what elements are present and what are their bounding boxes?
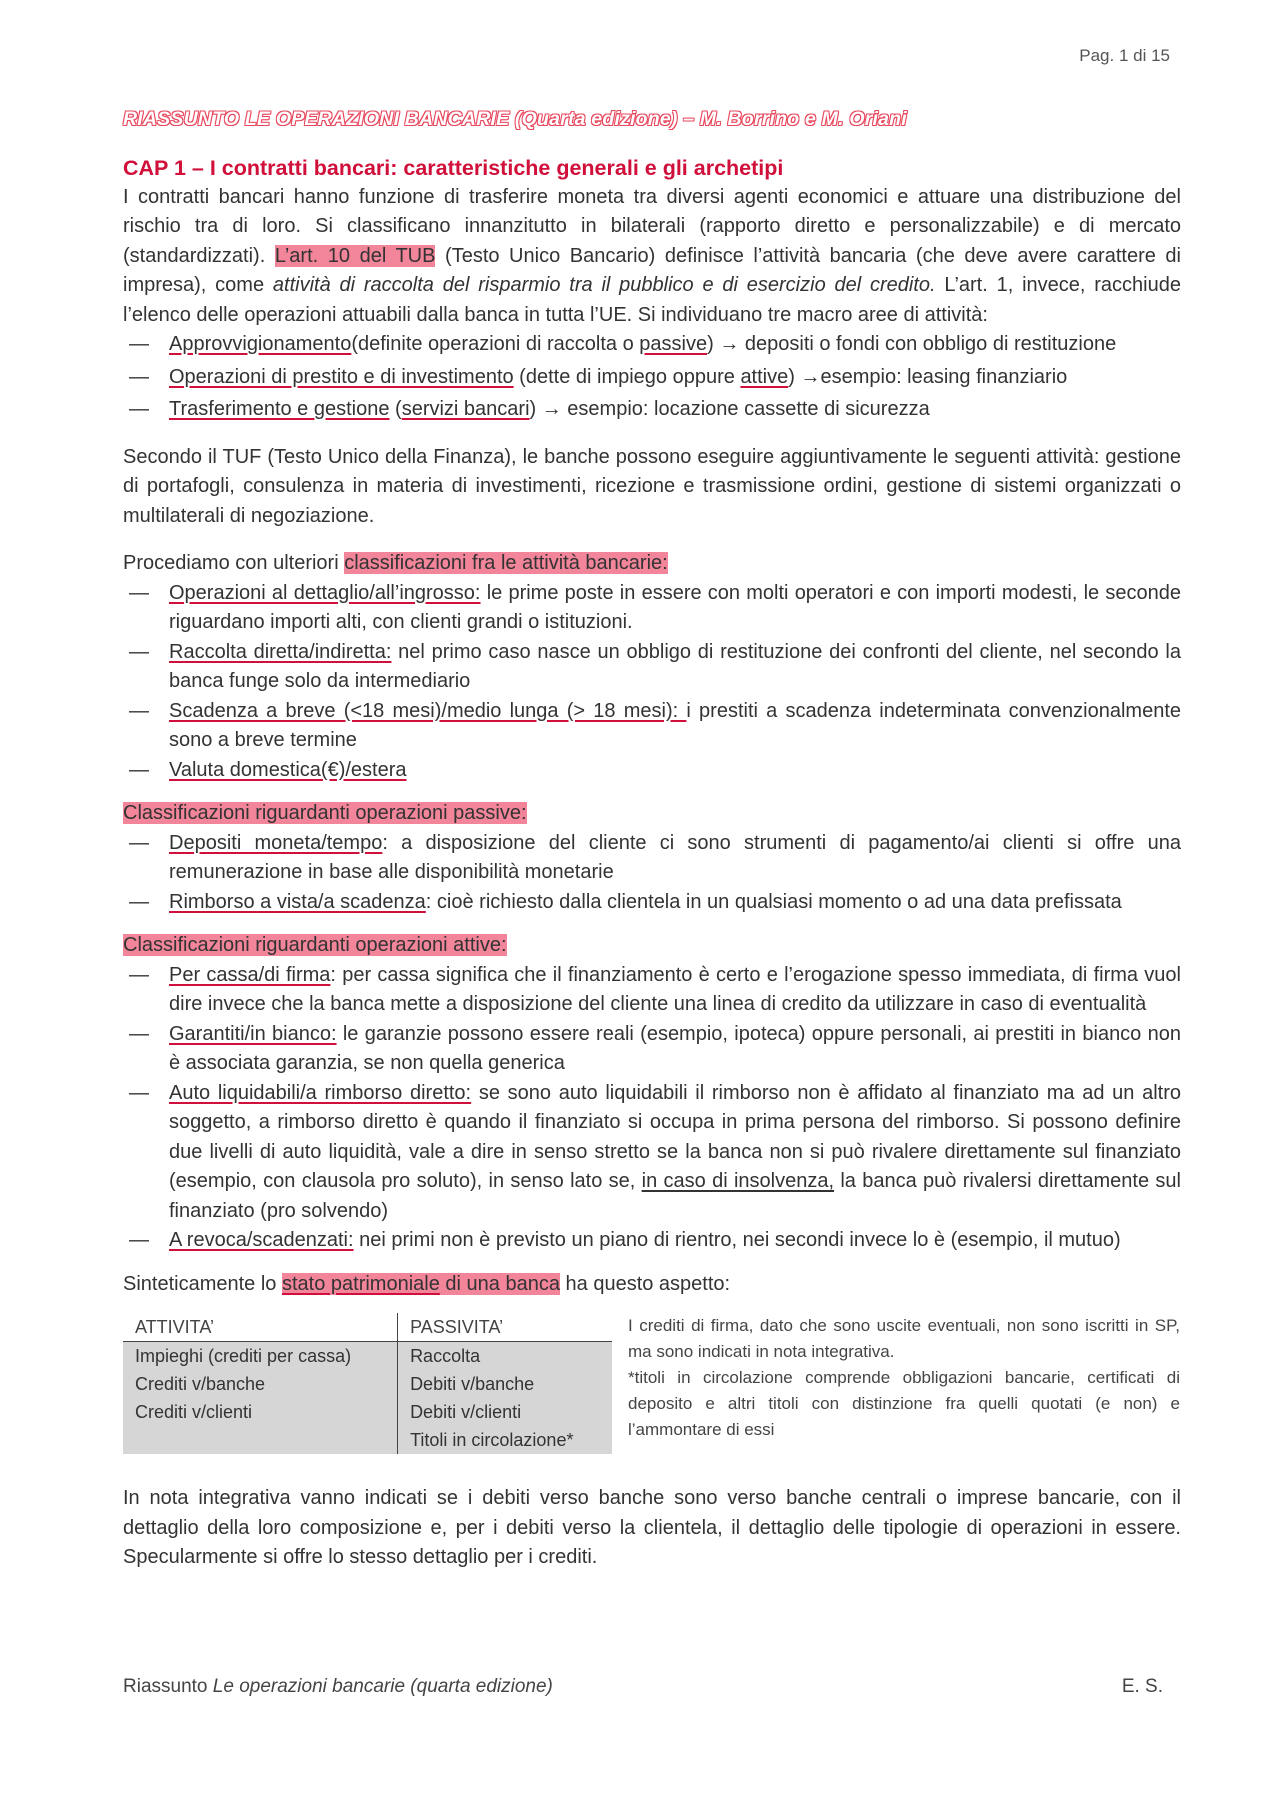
intro-text-3: L’art. 1, invece, racchiude l’elenco delle operazioni attuabili dalla banca in tutta l’UE. Si individuano tre macro aree di attività: (123, 274, 1181, 326)
list-item-text: ) → depositi o fondi con obbligo di restituzione (707, 333, 1117, 355)
list-item (123, 961, 1181, 1020)
list-item (123, 756, 1181, 786)
active-list (123, 961, 1181, 1256)
list-item-text: ) →esempio: leasing finanziario (788, 365, 1068, 388)
table-cell: Crediti v/banche (123, 1370, 398, 1398)
document-body (123, 105, 1181, 1573)
balance-sheet-table (123, 1313, 612, 1454)
intro-text: Procediamo con ulteriori (123, 552, 345, 574)
list-item (123, 1226, 1181, 1256)
footer-title: Le operazioni bancarie (quarta edizione) (212, 1676, 553, 1697)
highlight-active: Classificazioni riguardanti operazioni attive: (123, 934, 507, 956)
list-item (123, 829, 1181, 888)
column-header-passivita: PASSIVITA’ (398, 1313, 612, 1342)
highlight-classifications: classificazioni fra le attività bancarie: (344, 552, 668, 574)
list-item-text: : per cassa significa che il finanziamento è certo e l’erogazione spesso immediata, di firma vuol dire invece che la banca mette a disposizione del cliente una linea di credito da utilizzare in caso di eventualità (169, 963, 1181, 1015)
passive-list (123, 829, 1181, 918)
table-cell: Titoli in circolazione* (398, 1426, 612, 1454)
footer-prefix: Riassunto (123, 1676, 213, 1697)
list-item-text: ( (389, 398, 402, 420)
tuf-paragraph: Secondo il TUF (Testo Unico della Finanza), le banche possono eseguire aggiuntivamente le seguenti attività: gestione di portafogli, consulenza in materia di investimenti, ricezione e trasmissione ordini, gestione di sistemi organizzati o multilaterali di negoziazione. (123, 445, 1181, 527)
list-item (123, 1079, 1181, 1227)
passive-heading (123, 799, 1181, 829)
list-item-key: Operazioni al dettaglio/all’ingrosso: (169, 581, 481, 604)
list-item-key: attive (740, 365, 789, 388)
list-item-text: i prestiti a scadenza indeterminata convenzionalmente sono a breve termine (169, 699, 1181, 751)
list-item-text: (definite operazioni di raccolta o (351, 333, 640, 355)
list-item-key: Trasferimento e gestione (169, 398, 390, 420)
list-item-text: : a disposizione del cliente ci sono strumenti di pagamento/ai clienti si offre una remunerazione in base alle disponibilità monetarie (169, 831, 1181, 883)
list-item-text: ) → esempio: locazione cassette di sicurezza (529, 398, 930, 420)
table-row (123, 1342, 612, 1371)
list-item-key: Valuta domestica(€)/estera (169, 758, 407, 781)
list-item-key: Approvvigionamento (169, 333, 352, 355)
intro-text: ha questo aspetto: (559, 1272, 731, 1295)
closing-paragraph: In nota integrativa vanno indicati se i debiti verso banche sono verso banche centrali o imprese bancarie, con il dettaglio della loro composizione e, per i debiti verso la clientela, il dettaglio delle tipologie di operazioni in essere. Specularmente si offre lo stesso dettaglio per i crediti. (123, 1487, 1181, 1568)
list-item-key: passive (639, 333, 708, 355)
list-item-text: (dette di impiego oppure (513, 365, 741, 388)
table-cell (123, 1426, 398, 1454)
list-item-key: Scadenza a breve (<18 mesi)/medio lunga (> 18 mesi): (169, 699, 687, 722)
highlight-passive: Classificazioni riguardanti operazioni passive: (123, 802, 527, 824)
list-item-key: Rimborso a vista/a scadenza (169, 890, 426, 913)
chapter-heading: CAP 1 – I contratti bancari: caratteristiche generali e gli archetipi (123, 155, 784, 180)
table-row (123, 1426, 612, 1454)
table-cell: Debiti v/banche (398, 1370, 612, 1398)
highlight-sp: stato patrimoniale (281, 1272, 440, 1295)
sp-intro (123, 1270, 1181, 1300)
list-item-text: la banca può rivalersi direttamente sul finanziato (pro solvendo) (169, 1170, 1181, 1222)
table-cell: Raccolta (398, 1342, 612, 1371)
classifications-intro (123, 549, 1181, 579)
active-heading (123, 931, 1181, 961)
balance-sheet-section (123, 1313, 1181, 1454)
macro-areas-list (123, 330, 1181, 425)
note-line: *titoli in circolazione comprende obbligazioni bancarie, certificati di deposito e altri titoli con distinzione fra quelli quotati (e non) e l’ammontare di essi (628, 1368, 1180, 1439)
table-cell: Debiti v/clienti (398, 1398, 612, 1426)
table-cell: Crediti v/clienti (123, 1398, 398, 1426)
intro-italic: attività di raccolta del risparmio tra il pubblico e di esercizio del credito. (272, 274, 936, 296)
intro-text-2: (Testo Unico Bancario) definisce l’attività bancaria (che deve avere carattere di impresa), come (123, 244, 1181, 296)
list-item-key: Raccolta diretta/indiretta: (169, 640, 392, 663)
list-item-text: : cioè richiesto dalla clientela in un qualsiasi momento o ad una data prefissata (425, 890, 1122, 913)
note-line: I crediti di firma, dato che sono uscite eventuali, non sono iscritti in SP, ma sono indicati in nota integrativa. (628, 1316, 1180, 1361)
list-item-text: nel primo caso nasce un obbligo di restituzione dei confronti del cliente, nel secondo la banca funge solo da intermediario (169, 640, 1181, 692)
table-row (123, 1370, 612, 1398)
list-item-key: Depositi moneta/tempo (169, 831, 383, 854)
list-item (123, 638, 1181, 697)
intro-paragraph (123, 183, 1181, 331)
list-item-text: nei primi non è previsto un piano di rientro, nei secondi invece lo è (esempio, il mutuo) (353, 1229, 1121, 1251)
list-item-key: Per cassa/di firma (169, 963, 331, 986)
page-number: Pag. 1 di 15 (1079, 46, 1170, 65)
list-item-key: Operazioni di prestito e di investimento (169, 365, 514, 388)
footer-author: E. S. (1121, 1676, 1163, 1697)
highlight-art10: L’art. 10 del TUB (274, 244, 436, 267)
table-header-row (123, 1313, 612, 1342)
column-header-attivita: ATTIVITA’ (123, 1313, 398, 1342)
document-title: RIASSUNTO LE OPERAZIONI BANCARIE (Quarta edizione) – M. Borrino e M. Oriani (123, 108, 907, 130)
list-item-text: se sono auto liquidabili il rimborso non è affidato al finanziato ma ad un altro soggetto, a rimborso diretto è quando il finanziato si occupa in prima persona del rimborso. Si possono definire due livelli di auto liquidità, vale a dire in senso stretto se la banca non si può rivalere direttamente sul finanziato (esempio, con clausola pro soluto), in senso lato se, (169, 1081, 1182, 1192)
list-item (123, 1020, 1181, 1079)
classifications-list (123, 579, 1181, 786)
list-item-key: servizi bancari (401, 398, 530, 420)
list-item-key: Auto liquidabili/a rimborso diretto: (169, 1081, 472, 1104)
table-row (123, 1398, 612, 1426)
intro-text: Sinteticamente lo (123, 1272, 282, 1295)
highlight-sp-rest: di una banca (439, 1272, 560, 1295)
list-item (123, 363, 1181, 393)
table-cell: Impieghi (crediti per cassa) (123, 1342, 398, 1371)
list-item (123, 579, 1181, 638)
balance-sheet-note (628, 1313, 1180, 1454)
list-item-underline: in caso di insolvenza, (641, 1170, 835, 1192)
list-item-key: A revoca/scadenzati: (169, 1229, 354, 1251)
list-item (123, 697, 1181, 756)
intro-text-1: I contratti bancari hanno funzione di trasferire moneta tra diversi agenti economici e attuare una distribuzione del rischio tra di loro. Si classificano innanzitutto in bilaterali (rapporto diretto e personalizzabile) e di mercato (standardizzati). (123, 185, 1181, 267)
page-footer (123, 1676, 1163, 1698)
list-item-key: Garantiti/in bianco: (169, 1022, 337, 1045)
list-item-text: le prime poste in essere con molti operatori e con importi modesti, le seconde riguardano importi alti, con clienti grandi o istituzioni. (169, 581, 1181, 633)
list-item (123, 888, 1181, 918)
list-item (123, 395, 1181, 425)
list-item (123, 330, 1181, 360)
list-item-text: le garanzie possono essere reali (esempio, ipoteca) oppure personali, ai prestiti in bianco non è associata garanzia, se non quella generica (169, 1022, 1181, 1074)
